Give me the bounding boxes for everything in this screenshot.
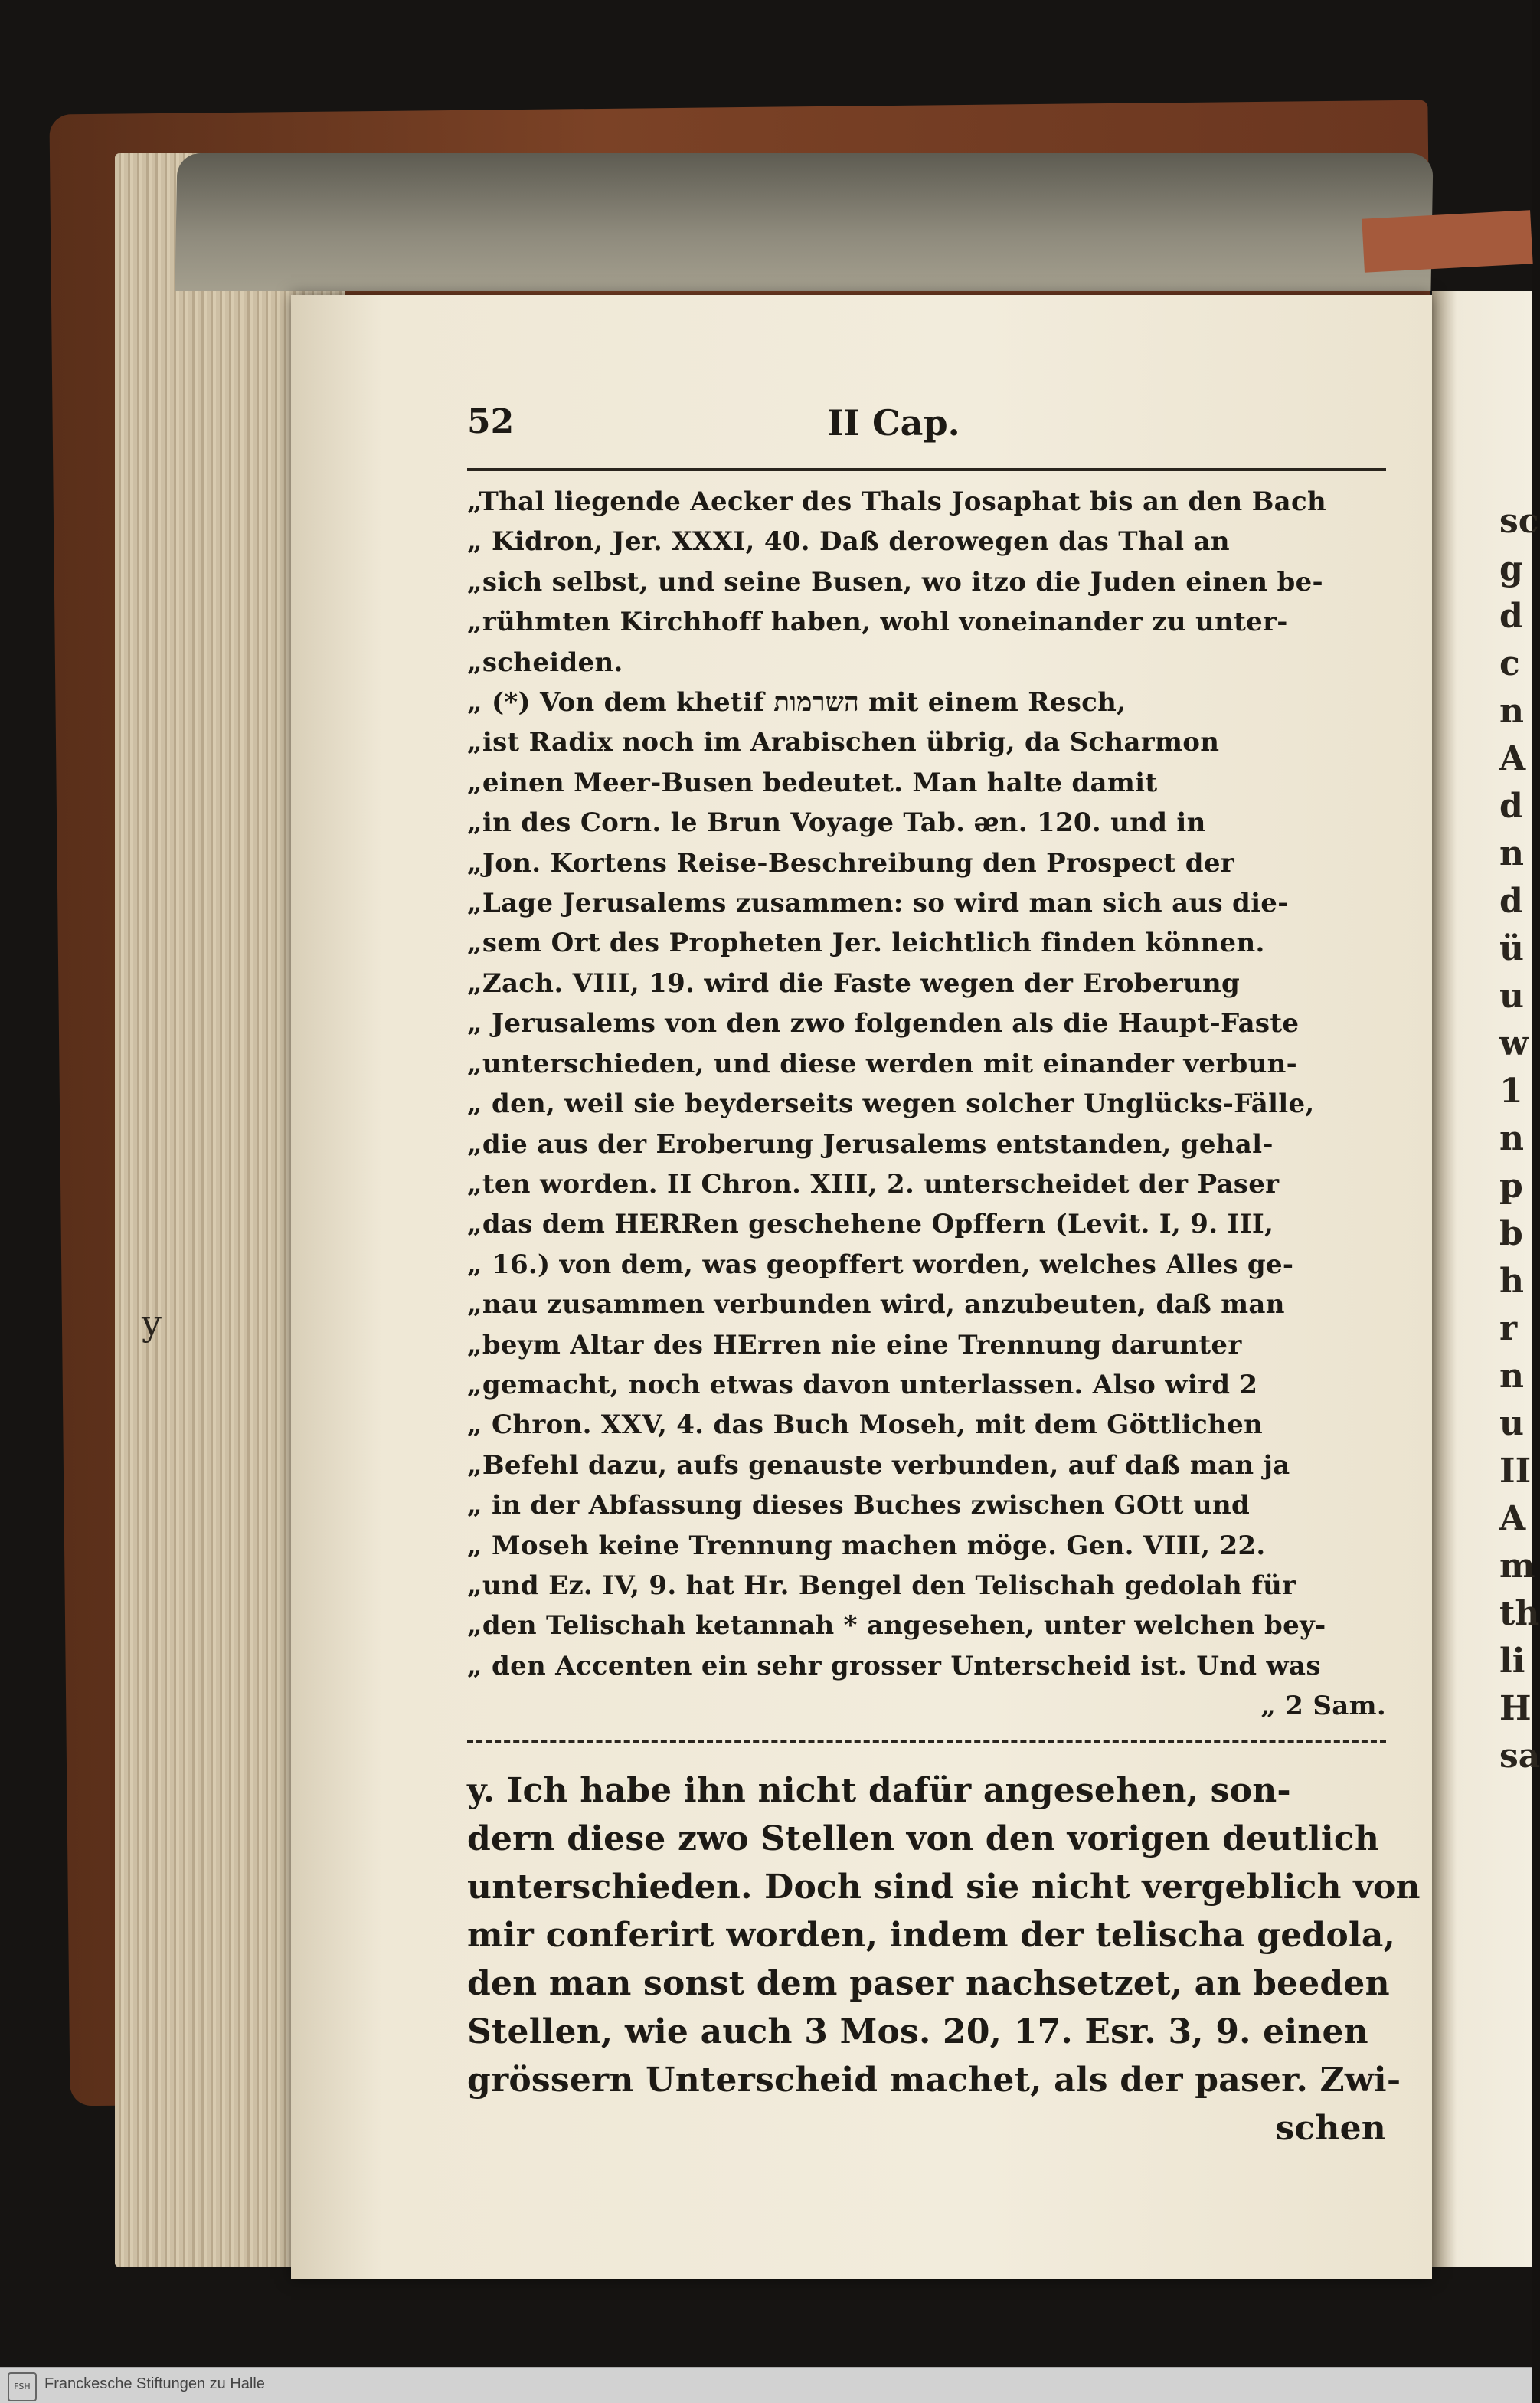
adjacent-page-fragment: r bbox=[1499, 1309, 1518, 1348]
footnote-line: „Befehl dazu, aufs genauste verbunden, auf daß man ja bbox=[467, 1449, 1290, 1481]
footnote-line: „ den Accenten ein sehr grosser Unterscheid ist. Und was bbox=[467, 1650, 1321, 1681]
book-page bbox=[291, 295, 1432, 2279]
adjacent-page-fragment: sc bbox=[1499, 502, 1539, 541]
adjacent-page-fragment: h bbox=[1499, 1262, 1524, 1301]
header-rule bbox=[467, 468, 1386, 471]
footnote-line: „Lage Jerusalems zusammen: so wird man sich aus die- bbox=[467, 888, 1289, 919]
adjacent-page-fragment: d bbox=[1499, 597, 1523, 636]
footnote-line: „das dem HERRen geschehene Opffern (Levit. I, 9. III, bbox=[467, 1209, 1274, 1240]
footnote-line: „gemacht, noch etwas davon unterlassen. Also wird 2 bbox=[467, 1369, 1258, 1400]
footnote-line: „den Telischah ketannah * angesehen, unter welchen bey- bbox=[467, 1610, 1326, 1642]
adjacent-page-fragment: g bbox=[1499, 549, 1523, 588]
adjacent-page-fragment: sa bbox=[1499, 1737, 1540, 1776]
adjacent-page-fragment: m bbox=[1499, 1547, 1535, 1586]
footnote-line: „scheiden. bbox=[467, 647, 623, 678]
body-line: unterschieden. Doch sind sie nicht vergeblich von bbox=[467, 1867, 1421, 1907]
footnote-line: „ in der Abfassung dieses Buches zwischen GOtt und bbox=[467, 1490, 1251, 1521]
footnote-block bbox=[467, 482, 1386, 1686]
footnote-line: „Thal liegende Aecker des Thals Josaphat bis an den Bach bbox=[467, 486, 1326, 517]
institution-name: Franckesche Stiftungen zu Halle bbox=[44, 2375, 265, 2392]
footer-bar bbox=[0, 2367, 1532, 2403]
adjacent-page-fragment: n bbox=[1499, 692, 1524, 731]
body-line: y. Ich habe ihn nicht dafür angesehen, son- bbox=[467, 1770, 1291, 1810]
adjacent-page-fragment: ü bbox=[1499, 929, 1524, 968]
footnote-line: „ Kidron, Jer. XXXI, 40. Daß derowegen das Thal an bbox=[467, 526, 1230, 558]
adjacent-page-fragment: c bbox=[1499, 644, 1520, 683]
adjacent-page-fragment: d bbox=[1499, 787, 1523, 826]
adjacent-page-fragment: n bbox=[1499, 834, 1524, 873]
adjacent-page-fragment: n bbox=[1499, 1119, 1524, 1158]
adjacent-page-fragment: u bbox=[1499, 977, 1524, 1016]
adjacent-page-fragment: n bbox=[1499, 1357, 1524, 1396]
page-number: 52 bbox=[467, 402, 515, 441]
adjacent-page-fragment: d bbox=[1499, 882, 1523, 921]
footnote-line: „die aus der Eroberung Jerusalems entstanden, gehal- bbox=[467, 1128, 1274, 1160]
footnote-line: „unterschieden, und diese werden mit einander verbun- bbox=[467, 1048, 1298, 1079]
running-header bbox=[467, 402, 1386, 463]
spine-binding bbox=[1362, 210, 1532, 272]
footnote-separator bbox=[467, 1740, 1386, 1743]
adjacent-page-fragment: H bbox=[1499, 1689, 1532, 1728]
adjacent-page-fragment: th bbox=[1499, 1594, 1540, 1633]
adjacent-page-fragment: A bbox=[1499, 1499, 1526, 1538]
page-content bbox=[467, 402, 1421, 2153]
footnote-line: „Jon. Kortens Reise-Beschreibung den Prospect der bbox=[467, 847, 1234, 879]
body-line: grössern Unterscheid machet, als der paser. Zwi- bbox=[467, 2060, 1401, 2100]
adjacent-page-text bbox=[1499, 498, 1540, 1780]
body-line: mir conferirt worden, indem der telischa gedola, bbox=[467, 1915, 1396, 1955]
footnote-line: „und Ez. IV, 9. hat Hr. Bengel den Telischah gedolah für bbox=[467, 1570, 1296, 1601]
page-block-top bbox=[175, 153, 1433, 291]
chapter-heading: II Cap. bbox=[827, 402, 960, 444]
adjacent-page-fragment: b bbox=[1499, 1214, 1523, 1253]
footnote-line: „ 16.) von dem, was geopffert worden, welches Alles ge- bbox=[467, 1249, 1294, 1280]
footnote-line: „sem Ort des Propheten Jer. leichtlich finden können. bbox=[467, 928, 1265, 959]
body-catchword: schen bbox=[1275, 2108, 1386, 2148]
footnote-catchword: „ 2 Sam. bbox=[1260, 1691, 1386, 1722]
footnote-line: „sich selbst, und seine Busen, wo itzo die Juden einen be- bbox=[467, 566, 1323, 597]
footnote-line: „ Chron. XXV, 4. das Buch Moseh, mit dem Göttlichen bbox=[467, 1409, 1264, 1441]
adjacent-page-fragment: 1 bbox=[1499, 1072, 1523, 1111]
body-line: den man sonst dem paser nachsetzet, an beeden bbox=[467, 1963, 1390, 2003]
footnote-line: „ist Radix noch im Arabischen übrig, da Scharmon bbox=[467, 727, 1220, 758]
adjacent-page-fragment: u bbox=[1499, 1404, 1524, 1443]
footnote-line: „nau zusammen verbunden wird, anzubeuten, daß man bbox=[467, 1289, 1285, 1321]
body-text bbox=[467, 1766, 1421, 2104]
footnote-line: „ Jerusalems von den zwo folgenden als die Haupt-Faste bbox=[467, 1008, 1300, 1039]
footnote-line: „Zach. VIII, 19. wird die Faste wegen der Eroberung bbox=[467, 967, 1241, 999]
footnote-line: „ (*) Von dem khetif השרמות mit einem Resch, bbox=[467, 687, 1126, 719]
footnote-line: „rühmten Kirchhoff haben, wohl voneinander zu unter- bbox=[467, 607, 1288, 638]
institution-logo: FSH bbox=[8, 2372, 37, 2401]
footnote-line: „ten worden. II Chron. XIII, 2. unterscheidet der Paser bbox=[467, 1168, 1280, 1200]
adjacent-page-fragment: A bbox=[1499, 739, 1526, 778]
margin-marker: y bbox=[142, 1302, 162, 1344]
adjacent-page-fragment: II bbox=[1499, 1452, 1532, 1491]
body-line: Stellen, wie auch 3 Mos. 20, 17. Esr. 3, 9. einen bbox=[467, 2012, 1368, 2051]
adjacent-page-fragment: p bbox=[1499, 1167, 1523, 1206]
body-line: dern diese zwo Stellen von den vorigen deutlich bbox=[467, 1819, 1380, 1858]
adjacent-page-fragment: li bbox=[1499, 1642, 1525, 1681]
adjacent-page-fragment: w bbox=[1499, 1024, 1529, 1063]
footnote-line: „beym Altar des HErren nie eine Trennung darunter bbox=[467, 1329, 1242, 1360]
footnote-line: „einen Meer-Busen bedeutet. Man halte damit bbox=[467, 767, 1158, 798]
footnote-line: „ den, weil sie beyderseits wegen solcher Unglücks-Fälle, bbox=[467, 1089, 1315, 1120]
footnote-line: „in des Corn. le Brun Voyage Tab. ᴂn. 120. und in bbox=[467, 807, 1206, 839]
footnote-line: „ Moseh keine Trennung machen möge. Gen. VIII, 22. bbox=[467, 1530, 1266, 1561]
